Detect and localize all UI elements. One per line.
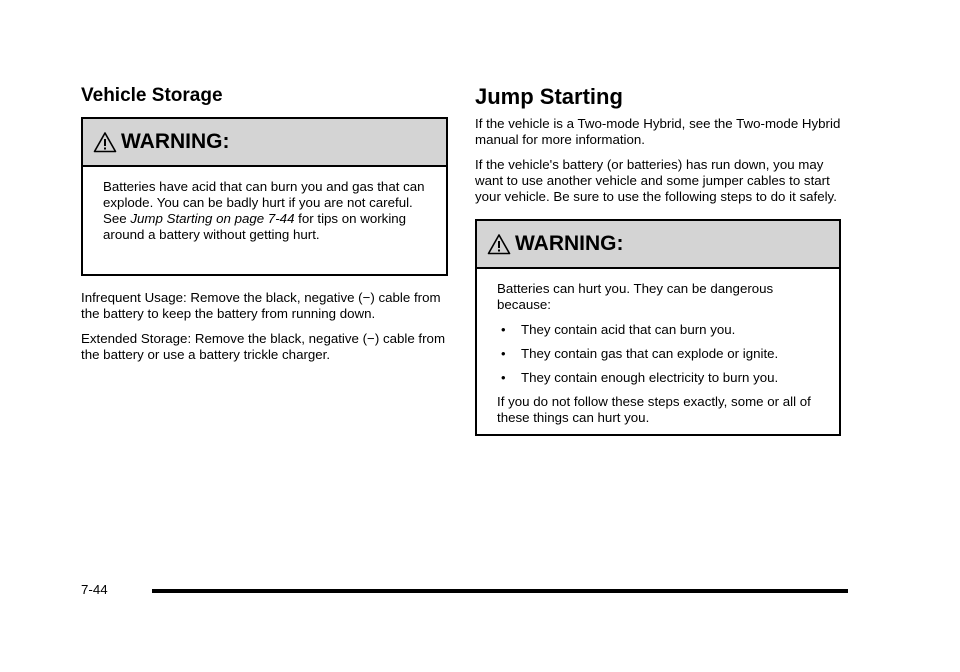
warning-header	[83, 119, 446, 167]
warning-box-vehicle-storage	[81, 117, 448, 276]
jump-paragraphs	[475, 116, 841, 205]
warning-title: WARNING:	[121, 130, 230, 153]
storage-paragraphs	[81, 290, 448, 363]
footer-divider	[152, 589, 848, 593]
cross-reference: Jump Starting on page 7‑44	[130, 211, 295, 226]
section-heading-vehicle-storage: Vehicle Storage	[81, 85, 223, 106]
paragraph-hybrid: If the vehicle is a Two-mode Hybrid, see the Two-mode Hybrid manual for more information.	[475, 116, 841, 147]
warning-header	[477, 221, 839, 269]
list-item: • They contain acid that can burn you.	[501, 322, 736, 337]
right-column	[475, 84, 841, 436]
warning-bullet-list	[497, 322, 821, 386]
warning-title: WARNING:	[515, 232, 624, 255]
page-number: 7-44	[81, 582, 108, 597]
warning-box-jump-starting	[475, 219, 841, 436]
paragraph-run-down: If the vehicle's battery (or batteries) has run down, you may want to use another vehicle and some jumper cables to start your vehicle. Be sure to use the following steps to do it safely.	[475, 157, 837, 204]
list-item: • They contain gas that can explode or ignite.	[501, 346, 779, 361]
warning-closing: If you do not follow these steps exactly, some or all of these things can hurt you.	[497, 394, 811, 425]
warning-triangle-icon	[487, 233, 511, 255]
paragraph-extended-storage: Extended Storage: Remove the black, negative (−) cable from the battery or use a battery trickle charger.	[81, 331, 446, 362]
paragraph-infrequent-usage: Infrequent Usage: Remove the black, negative (−) cable from the battery to keep the battery from running down.	[81, 290, 441, 321]
bullet-dot-icon: •	[501, 322, 506, 337]
warning-text: Batteries have acid that can burn you and gas that can explode. You can be badly hurt if you are not careful. See Jump Starting on page 7‑44 for tips on working around a battery without getting hurt.	[103, 179, 425, 242]
warning-body	[477, 269, 839, 438]
warning-triangle-icon	[93, 131, 117, 153]
section-heading-jump-starting: Jump Starting	[475, 84, 623, 109]
warning-body	[83, 167, 446, 255]
list-item: • They contain enough electricity to burn you.	[501, 370, 779, 385]
warning-intro: Batteries can hurt you. They can be dangerous because:	[497, 281, 774, 312]
bullet-dot-icon: •	[501, 370, 506, 385]
left-column	[81, 84, 448, 372]
bullet-dot-icon: •	[501, 346, 506, 361]
